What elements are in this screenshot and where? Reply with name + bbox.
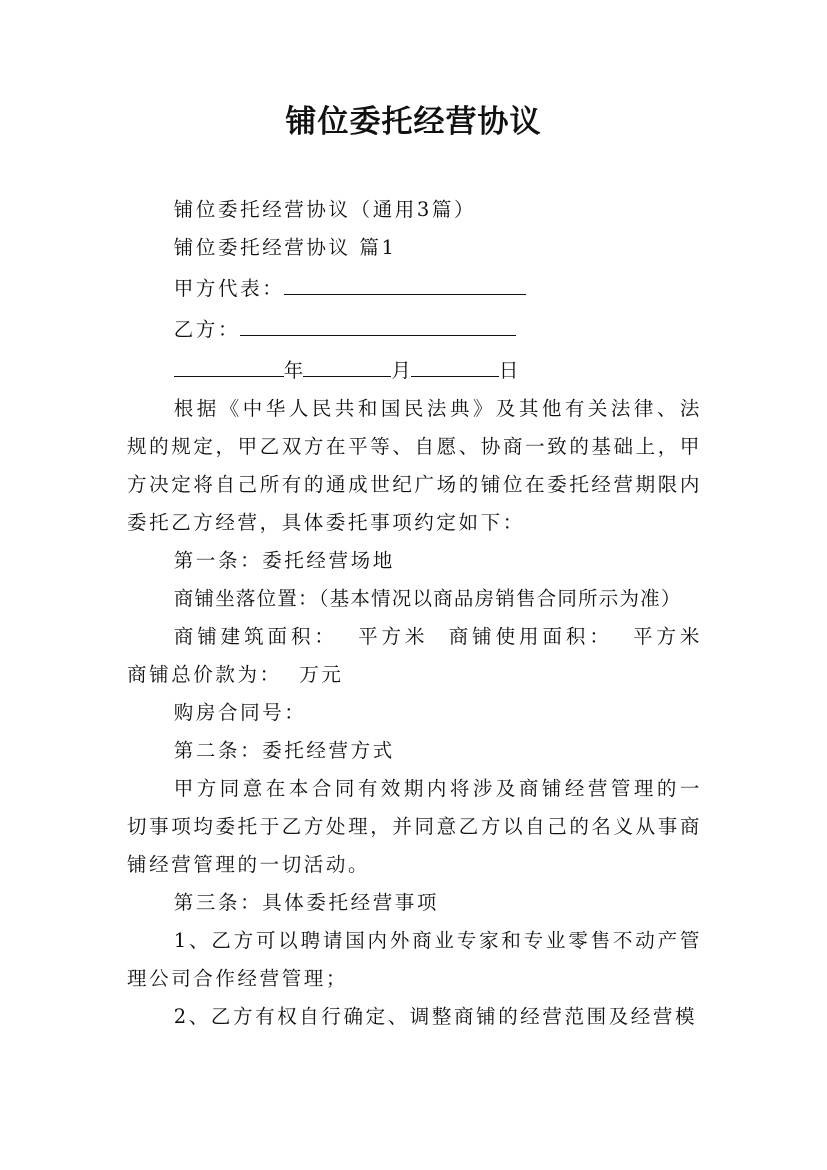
date-line <box>127 349 702 390</box>
document-title: 铺位委托经营协议 <box>285 104 542 140</box>
day-blank <box>411 349 499 377</box>
article2-heading: 第二条：委托经营方式 <box>173 739 395 762</box>
month-blank <box>303 349 391 377</box>
party-a-line <box>127 267 702 308</box>
shop-location: 商铺坐落位置：（基本情况以商品房销售合同所示为准） <box>173 587 682 610</box>
document-body <box>127 191 720 1036</box>
day-label: 日 <box>498 359 519 382</box>
contract-number: 购房合同号： <box>173 701 307 724</box>
party-a-blank <box>284 267 526 295</box>
party-b-label: 乙方： <box>173 318 241 341</box>
article3-heading: 第三条：具体委托经营事项 <box>173 891 439 914</box>
intro-paragraph: 根据《中华人民共和国民法典》及其他有关法律、法规的规定，甲乙双方在平等、自愿、协商一致的基础上，甲方决定将自己所有的通成世纪广场的铺位在委托经营期限内委托乙方经营，具体委托事项约定如下： <box>127 397 702 534</box>
section-heading: 铺位委托经营协议 篇1 <box>173 236 397 259</box>
year-label: 年 <box>283 359 304 382</box>
subtitle: 铺位委托经营协议（通用3篇） <box>173 198 477 221</box>
party-a-label: 甲方代表： <box>173 277 285 300</box>
party-b-blank <box>240 308 516 336</box>
year-blank <box>174 349 284 377</box>
item-1: 1、乙方可以聘请国内外商业专家和专业零售不动产管理公司合作经营管理； <box>127 929 702 990</box>
item-2: 2、乙方有权自行确定、调整商铺的经营范围及经营模 <box>173 1005 698 1028</box>
shop-area: 商铺建筑面积： 平方米 商铺使用面积： 平方米 商铺总价款为： 万元 <box>127 625 720 686</box>
month-label: 月 <box>391 359 411 382</box>
article2-text: 甲方同意在本合同有效期内将涉及商铺经营管理的一切事项均委托于乙方处理，并同意乙方以自己的名义从事商铺经营管理的一切活动。 <box>127 777 702 876</box>
party-b-line <box>127 308 702 349</box>
article1-heading: 第一条：委托经营场地 <box>173 549 395 572</box>
